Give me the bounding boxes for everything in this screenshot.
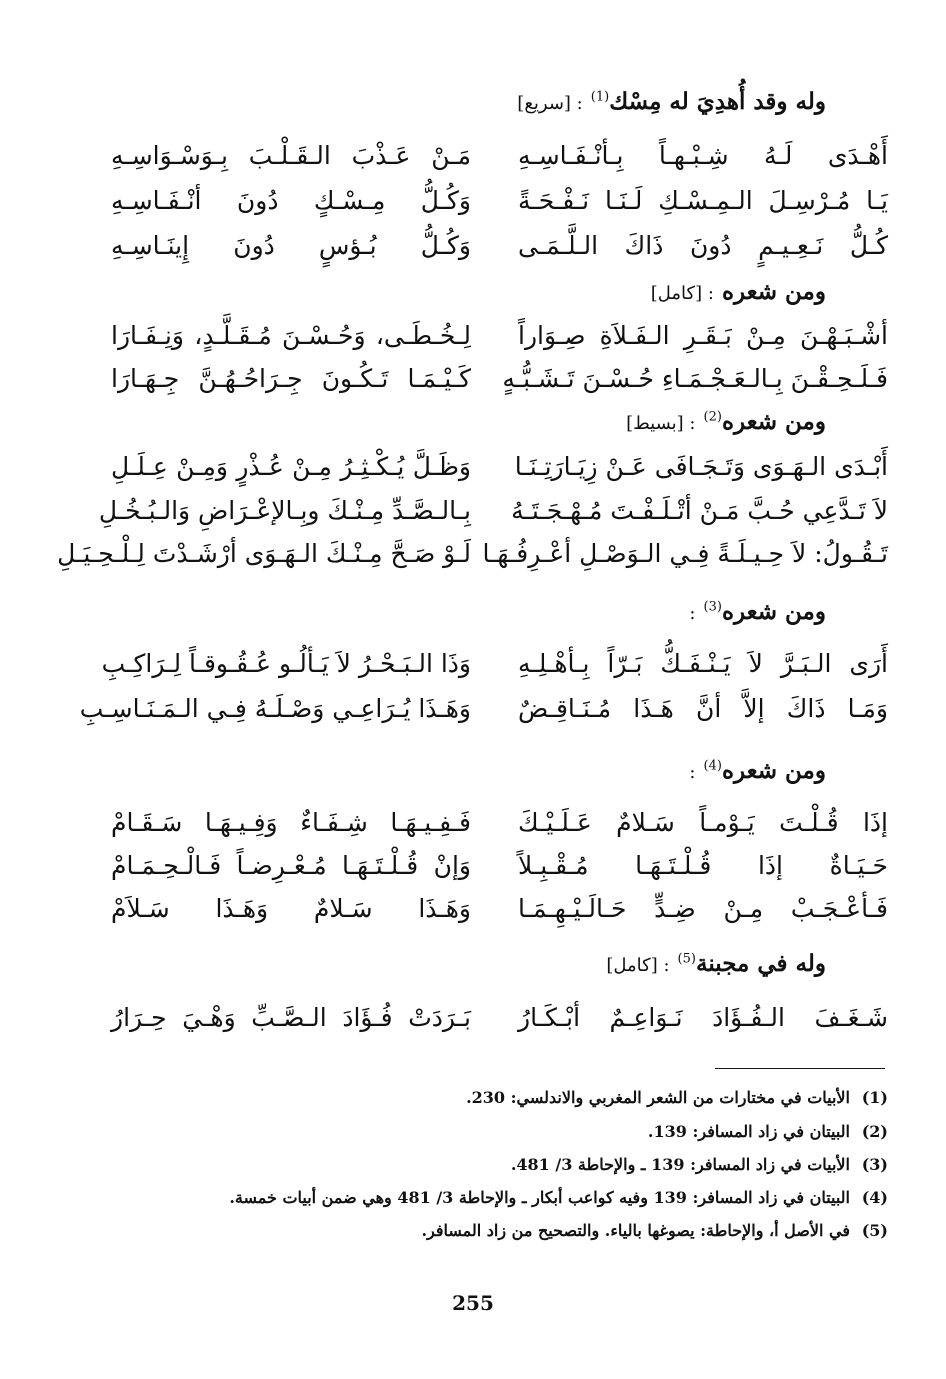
footnote-ref: (4)	[703, 758, 722, 774]
section-heading	[606, 950, 826, 977]
meter-label: :	[689, 603, 696, 624]
verse-second-hemistich: وَهَـذَا يُـرَاعِـي وَصْـلَـهُ فِـي الـمَـنَـاسِـبِ	[79, 694, 471, 723]
footnote	[58, 1088, 888, 1107]
footnote-ref: (1)	[590, 89, 610, 105]
footnote	[58, 1122, 888, 1141]
footnote-number: (4)	[861, 1188, 888, 1207]
heading-text: ومن شعره	[721, 598, 826, 625]
heading-text: ومن شعره	[721, 757, 826, 784]
verse-first-hemistich: أشْـبَـهْـنَ مِـنْ بَـقَـرِ الـفَـلاَةِ صِـوَاراً	[518, 321, 888, 350]
verse-first-hemistich: شَـغَـفَ الـفُـؤَادَ نَـوَاعِـمٌ أبْـكَـارُ	[518, 1003, 888, 1032]
meter-label: : [بسيط]	[626, 413, 696, 434]
meter-label: : [سريع]	[517, 93, 583, 114]
footnote-text: البيتان في زاد المسافر: 139.	[647, 1122, 850, 1141]
verse-first-hemistich: أَبْـدَى الـهَـوَى وَتَـجَـافَى عَـنْ زِيَـارَتِـنَـا	[514, 452, 888, 481]
section-heading	[651, 278, 826, 305]
verse-first-hemistich: حَـيَـاةٌ إذَا قُـلْـتَـهَـا مُـقْـبِـلاً	[518, 851, 888, 880]
footnote-ref: (2)	[703, 409, 722, 425]
footnote-ref: (3)	[703, 599, 722, 615]
verse-first-hemistich: أَهْـدَى لَـهُ شِـبْـهـاً بِـأنْـفَـاسِـهِ	[518, 141, 888, 170]
page-number: 255	[452, 1291, 494, 1315]
footnote-text: الأبيات في مختارات من الشعر المغربي والاندلسي: 230.	[466, 1088, 850, 1107]
verse-second-hemistich: كَـيْـمَـا تَـكُـونَ جِـرَاحُـهُـنَّ جِـهَـارَا	[111, 364, 471, 393]
meter-label: :	[689, 762, 696, 783]
section-heading	[626, 408, 826, 435]
verse-second-hemistich: بِـالـصَّـدِّ مِـنْـكَ وبِـالإعْـرَاضِ وَالـبُـخُـلِ	[98, 496, 471, 525]
verse-second-hemistich: لِـخُـطَـى، وَحُـسْـنَ مُـقَـلَّـدٍ، وَنِـفَـارَا	[111, 321, 471, 350]
verse-first-hemistich: تَـقُـولُ: لاَ حِـيـلَـةً فِـي الـوَصْـلِ أعْـرِفُـهَـا	[482, 539, 888, 568]
footnote-number: (3)	[861, 1155, 888, 1174]
heading-text: وله وقد أُهدِيَ له مِسْك	[609, 88, 826, 115]
verse-second-hemistich: مَـنْ عَـذْبَ الـقَـلْـبَ بِـوَسْـوَاسِـهِ	[111, 141, 471, 170]
footnote-number: (5)	[861, 1221, 888, 1240]
verse-second-hemistich: وَهَـذَا سَـلامٌ وَهَـذَا سَـلاَمْ	[111, 894, 471, 923]
footnote-separator	[715, 1068, 885, 1069]
verse-second-hemistich: وَكُـلُّ بُـؤسٍ دُونَ إِينَـاسِـهِ	[111, 231, 471, 260]
heading-text: وله في مجبنة	[695, 950, 826, 977]
footnote-text: الأبيات في زاد المسافر: 139 ـ والإحاطة 3/ 481.	[510, 1155, 850, 1174]
verse-second-hemistich: فَـفِـيـهَـا شِـفَـاءٌ وَفِـيـهَـا سَـقَـامْ	[111, 808, 471, 837]
verse-first-hemistich: وَمَـا ذَاكَ إلاَّ أنَّ هَـذَا مُـنَـاقِـضٌ	[518, 694, 888, 723]
footnote-number: (1)	[861, 1088, 888, 1107]
verse-first-hemistich: كُـلُّ نَـعِـيـمٍ دُونَ ذَاكَ الـلَّـمَـى	[518, 231, 888, 260]
heading-text: ومن شعره	[721, 278, 826, 305]
verse-second-hemistich: وَكُـلُّ مِـسْـكٍ دُونَ أنْـفَـاسِـهِ	[111, 186, 471, 215]
meter-label: : [كامل]	[650, 283, 714, 304]
footnote-number: (2)	[861, 1122, 888, 1141]
heading-text: ومن شعره	[721, 408, 826, 435]
footnote	[58, 1155, 888, 1174]
section-heading	[689, 757, 826, 784]
footnote	[58, 1221, 888, 1240]
verse-first-hemistich: أَرَى الـبَـرَّ لاَ يَـنْـفَـكُّ بَـرّاً بِـأهْـلِـهِ	[518, 649, 888, 678]
verse-second-hemistich: وَظَـلَّ يُـكْـثِـرُ مِـنْ عُـذْرٍ وَمِـنْ عِـلَـلِ	[111, 452, 471, 481]
verse-first-hemistich: لاَ تَـدَّعِي حُـبَّ مَـنْ أتْـلَـفْـتَ مُـهْـجَـتَـهُ	[511, 496, 888, 525]
section-heading	[689, 598, 826, 625]
verse-first-hemistich: فَـأعْـجَـبْ مِـنْ ضِـدٍّ حَـالَـيْـهِـمَـا	[518, 894, 888, 923]
footnote-text: البيتان في زاد المسافر: 139 وفيه كواعب أبكار ـ والإحاطة 3/ 481 وهي ضمن أبيات خمسة.	[229, 1188, 850, 1207]
meter-label: : [كامل]	[606, 955, 670, 976]
footnote-text: في الأصل أ، والإحاطة: يصوغها بالياء. والتصحيح من زاد المسافر.	[421, 1221, 850, 1240]
footnote-ref: (5)	[677, 951, 696, 967]
footnote	[58, 1188, 888, 1207]
verse-first-hemistich: يَـا مُـرْسِـلَ الـمِـسْـكِ لَـنَـا نَـفْـحَـةً	[518, 186, 888, 215]
section-heading	[517, 88, 826, 115]
verse-second-hemistich: بَـرَدَتْ فُـؤَادَ الـصَّـبِّ وَهْـيَ حِـرَارُ	[111, 1003, 471, 1032]
verse-second-hemistich: وَإنْ قُـلْـتَـهَـا مُـعْـرِضـاً فَـالْـحِـمَـامْ	[111, 851, 471, 880]
verse-second-hemistich: لَـوْ صَـحَّ مِـنْـكَ الـهَـوَى أرْشَـدْتَ لِـلْـحِـيَـلِ	[57, 539, 471, 568]
verse-first-hemistich: إذَا قُـلْـتَ يَـوْمـاً سَـلامٌ عَـلَـيْـكَ	[518, 808, 888, 837]
verse-first-hemistich: فَـلَـحِـقْـنَ بِـالـعَـجْـمَـاءِ حُـسْـنَ تَـشَـبُّـهٍ	[502, 364, 888, 393]
verse-second-hemistich: وَذَا الـبَـحْـرُ لاَ يَـألُـو عُـقُـوقـاً لِـرَاكِـبِ	[101, 649, 471, 678]
